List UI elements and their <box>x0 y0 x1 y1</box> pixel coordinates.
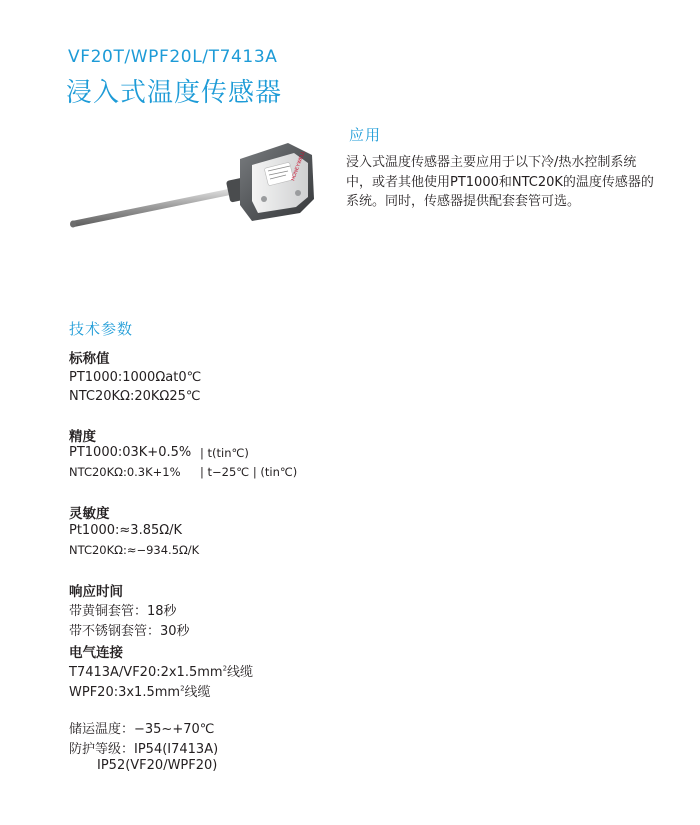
sensitivity-title: 灵敏度 <box>69 506 110 522</box>
accuracy-pt1000: PT1000:03K+0.5% <box>69 445 192 460</box>
accuracy-pt1000-term: | t(tin℃) <box>200 446 249 460</box>
response-brass: 带黄铜套管：18秒 <box>69 604 177 619</box>
accuracy-title: 精度 <box>69 429 96 445</box>
page-title: 浸入式温度传感器 <box>66 78 283 108</box>
tech-params-heading: 技术参数 <box>69 320 134 338</box>
protection-rating-alt: IP52(VF20/WPF20) <box>97 758 218 773</box>
protection-rating: 防护等级：IP54(I7413A) <box>69 742 219 757</box>
product-image <box>68 135 328 245</box>
nominal-title: 标称值 <box>69 351 110 367</box>
electrical-t7413a: $T7413A/VF20:2x1.5mm^2$线缆 <box>69 664 254 680</box>
nominal-pt1000: PT1000:1000Ωat0℃ <box>69 370 202 385</box>
response-stainless: 带不锈钢套管：30秒 <box>69 624 190 639</box>
accuracy-ntc20k-term: | t−25℃ | (tin℃) <box>200 465 298 479</box>
nominal-ntc20k: NTC20KΩ:20KΩ25℃ <box>69 389 201 404</box>
sensitivity-pt1000: Pt1000:≈3.85Ω/K <box>69 523 183 538</box>
electrical-wpf20: $WPF20:3x1.5mm^2$线缆 <box>69 684 211 700</box>
brand-label: HONEYWELL <box>290 150 307 182</box>
application-description: 浸入式温度传感器主要应用于以下冷/热水控制系统中，或者其他使用PT1000和NTC20K的温度传感器的系统。同时，传感器提供配套套管可选。 <box>346 155 654 209</box>
accuracy-ntc20k: NTC20KΩ:0.3K+1% <box>69 465 181 479</box>
storage-temperature: 储运温度：−35~+70℃ <box>69 722 215 737</box>
response-title: 响应时间 <box>69 584 123 600</box>
sensitivity-ntc20k: NTC20KΩ:≈−934.5Ω/K <box>69 543 200 557</box>
application-heading: 应用 <box>349 126 382 144</box>
electrical-title: 电气连接 <box>69 645 123 661</box>
model-number: VF20T/WPF20L/T7413A <box>68 47 278 67</box>
